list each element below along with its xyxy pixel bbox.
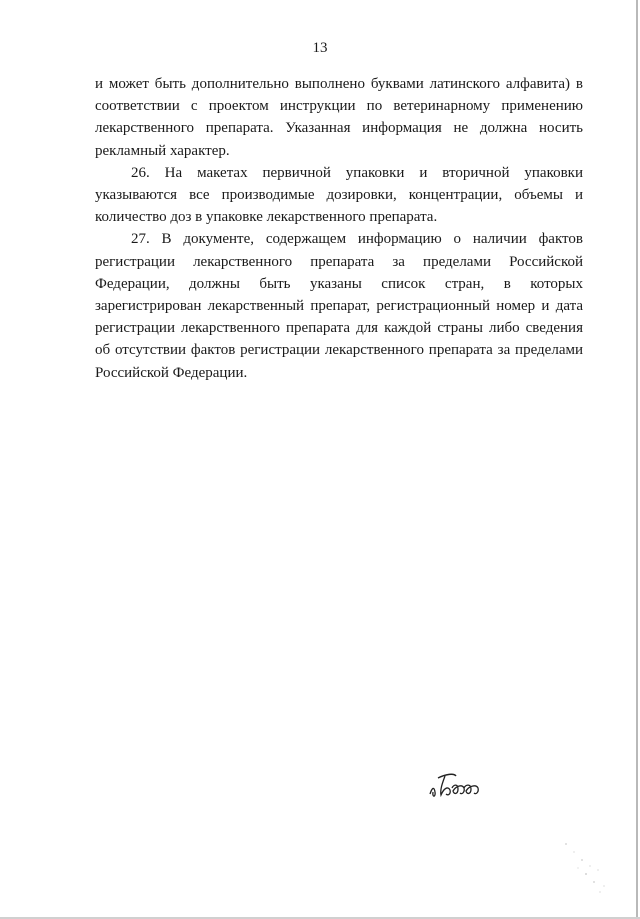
document-body bbox=[95, 73, 583, 384]
page-number: 13 bbox=[312, 40, 328, 56]
signature-mark bbox=[426, 768, 486, 800]
paragraph-27: 27. В документе, содержащем информацию о наличии фактов регистрации лекарственного препарата за пределами Российской Федерации, должны быть указаны список стран, в которых зарегистрирован лекарственный препарат, регистрационный номер и дата регистрации лекарственного препарата для каждой страны либо сведения об отсутствии фактов регистрации лекарственного препарата за пределами Российской Федерации. bbox=[95, 231, 583, 381]
scan-noise bbox=[560, 840, 620, 900]
paragraph-26: 26. На макетах первичной упаковки и вторичной упаковки указываются все производимые дозировки, концентрации, объемы и количество доз в упаковке лекарственного препарата. bbox=[95, 164, 583, 226]
scan-edge-right bbox=[636, 0, 638, 919]
paragraph-continuation: и может быть дополнительно выполнено буквами латинского алфавита) в соответствии с проектом инструкции по ветеринарному применению лекарственного препарата. Указанная информация не должна носить рекламный характер. bbox=[95, 76, 583, 159]
